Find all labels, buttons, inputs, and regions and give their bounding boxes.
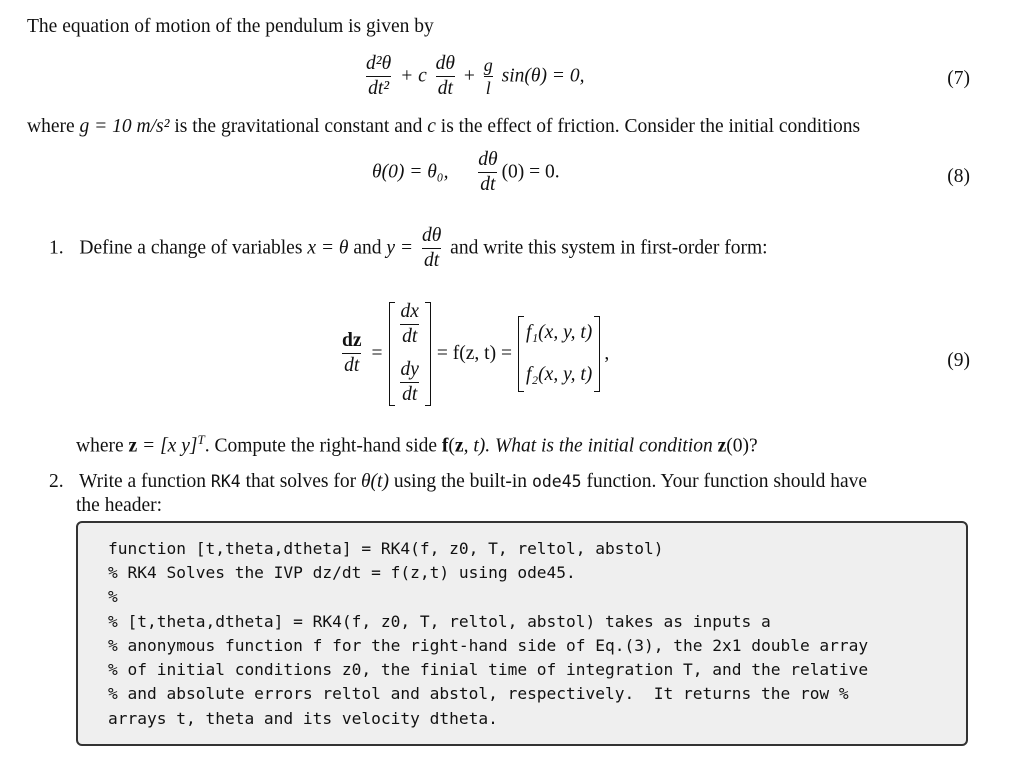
code-line-7: % and absolute errors reltol and abstol, respectively. It returns the row % [108,684,849,703]
equation-8: θ(0) = θ₀, $\frac{d\theta}{dt}$ (0) = 0. [372,149,560,196]
code-line-6: % of initial conditions z0, the finial time of integration T, and the relative [108,660,869,679]
code-line-8: arrays t, theta and its velocity dtheta. [108,709,498,728]
equation-7: $\frac{\text{d²θ}}{\text{dt²}}$ + c $\frac{d\theta}{dt}$ + $\frac{g}{l}$ sin(θ) = 0, [366,53,585,100]
eq9-f-of-z-t: = f(z, t) = [436,342,512,364]
where-z-text: where z = [x y]$^T$. Compute the right-hand side f(z, t). What is the initial condition z(0)? [76,432,758,457]
eq9-lhs-frac: $\frac{dz}{dt}$ [342,329,362,377]
eq7-frac-g-over-l: $\frac{g}{l}$ [483,54,493,99]
code-line-2: % RK4 Solves the IVP dz/dt = f(z,t) using ode45. [108,563,576,582]
code-line-1: function [t,theta,dtheta] = RK4(f, z0, T, reltol, abstol) [108,539,664,558]
list-item-1: 1. Define a change of variables x = θ and y = $\frac{d\theta}{dt}$ and write this system in first-order form: [49,225,768,272]
code-line-3: % [108,587,118,606]
equation-9: $\frac{dz}{dt}$ = $\frac{dx}{dt}$ $\frac{dy}{dt}$ = f(z, t) = f₁(x, y, t) f₂(x, y, t) , [342,301,610,406]
equation-number-9: (9) [947,350,970,371]
gravity-friction-text: where g = 10 m/s² is the gravitational constant and c is the effect of friction. Consider the initial conditions [27,116,861,137]
item1-frac-dtheta: $\frac{d\theta}{dt}$ [421,225,442,272]
eq9-frac-dy: $\frac{dy}{dt}$ [400,358,419,406]
list-marker-2: 2. [49,471,64,492]
equation-number-7: (7) [947,68,970,89]
eq8-frac-dtheta: $\frac{d\theta}{dt}$ [478,149,498,196]
list-item-2: 2. Write a function RK4 that solves for θ(t) using the built-in ode45 function. Your function should have [49,471,868,492]
equation-number-8: (8) [947,166,970,187]
intro-text: The equation of motion of the pendulum is given by [27,16,434,37]
eq9-derivative-matrix [389,302,431,406]
eq7-frac-dtheta: $\frac{d\theta}{dt}$ [435,53,455,100]
item2-continuation: the header: [76,495,163,516]
code-line-5: % anonymous function f for the right-hand side of Eq.(3), the 2x1 double array [108,636,869,655]
function-header-code-block [76,521,968,746]
eq9-frac-dx: $\frac{dx}{dt}$ [400,301,419,348]
code-line-4: % [t,theta,dtheta] = RK4(f, z0, T, reltol, abstol) takes as inputs a [108,612,771,631]
list-marker-1: 1. [49,237,64,259]
eq9-rhs-matrix: f₁(x, y, t) f₂(x, y, t) [518,316,600,392]
eq7-frac-d2theta: $\frac{\text{d²θ}}{\text{dt²}}$ [366,53,392,100]
